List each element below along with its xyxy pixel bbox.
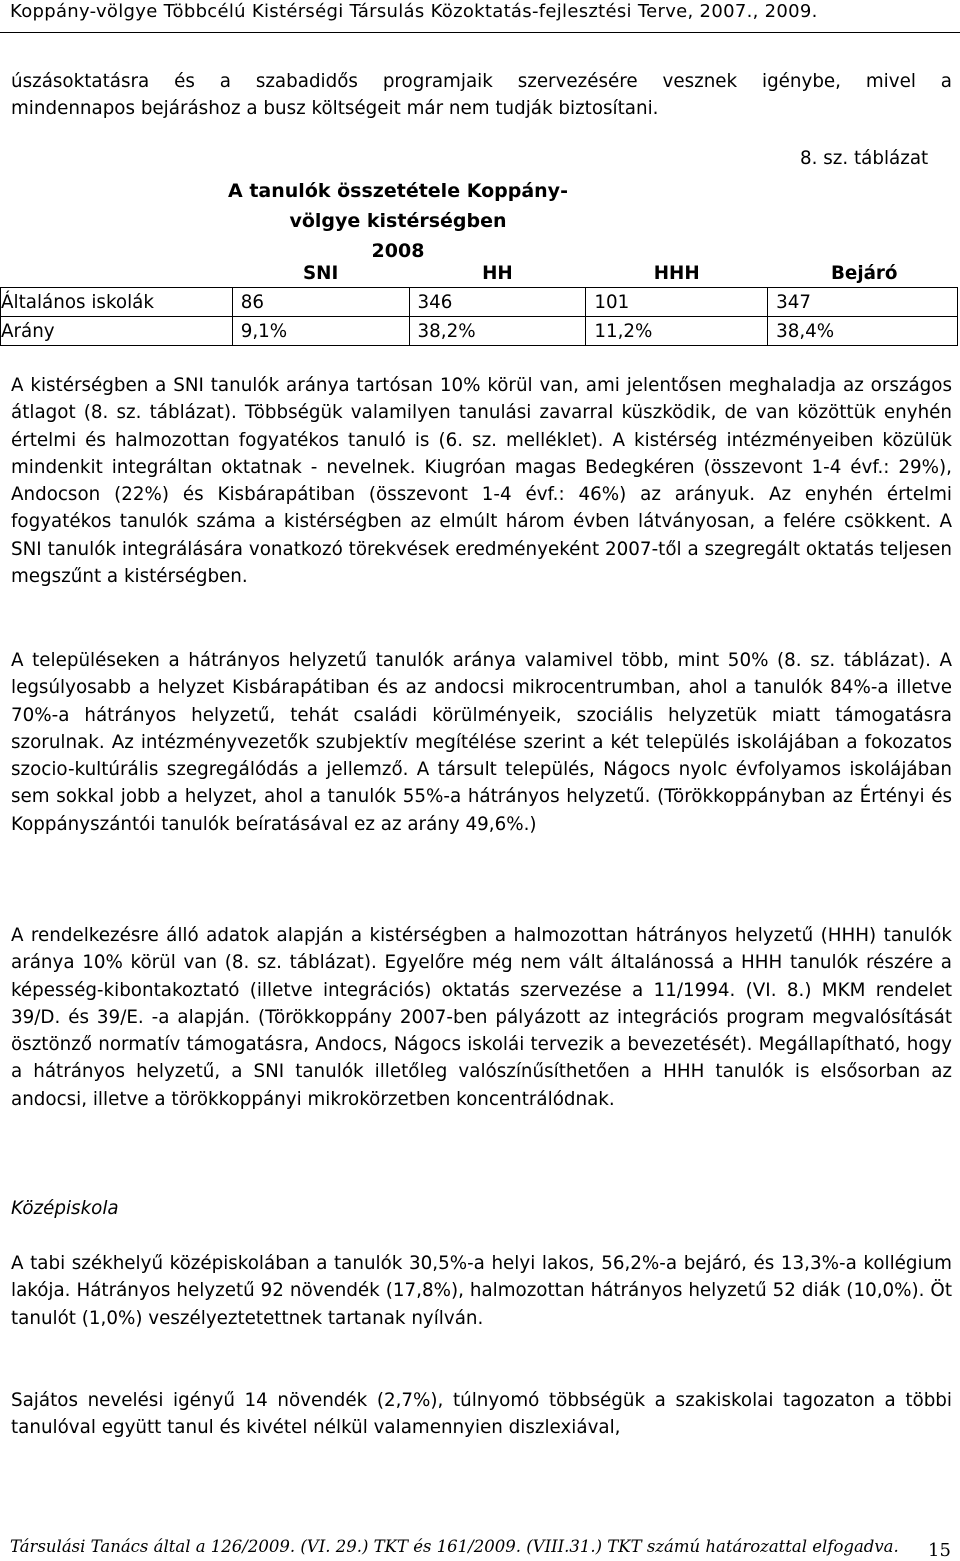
paragraph-hhh: A rendelkezésre álló adatok alapján a kistérségben a halmozottan hátrányos helyzetű (HHH) tanulók aránya 10% körül van (8. sz. táblázat). Egyelőre még nem vált általánossá a HHH tanulók részére a képesség-kibontakoztató (illetve integrációs) oktatás szervezése a 11/1994. (VI. 8.) MKM rendelet 39/D. és 39/E. -a alapján. (Törökkoppány 2007-ben pályázott az integrációs program megvalósítását ösztönző normatív támogatásra, Andocs, Nágocs iskolái tervezik a bevezetését). Megállapítható, hogy a hátrányos helyzetű, a SNI tanulók illetőleg valószínűsíthetően a HHH tanulók is elsősorban az andocsi, illetve a törökkoppányi mikrokörzetben koncentrálódnak. [11, 925, 952, 1110]
table-row [1, 288, 958, 317]
table-header-cell: SNI [232, 259, 409, 288]
table-title-line-1: A tanulók összetétele Koppány-völgye kistérségben [228, 180, 568, 232]
table-title [200, 176, 596, 266]
table-cell: Arány [1, 317, 233, 346]
table-cell: 38,4% [768, 317, 958, 346]
table-header-cell [1, 259, 233, 288]
page-header [0, 0, 960, 33]
table-cell: 347 [768, 288, 958, 317]
table-cell: Általános iskolák [1, 288, 233, 317]
table-number: 8. sz. táblázat [800, 148, 929, 169]
table-title-line-2: 2008 [371, 240, 425, 262]
intro-line-1: úszásoktatásra és a szabadidős programjaik szervezésére vesznek igénybe, mivel a [11, 71, 952, 92]
paragraph-sni: A kistérségben a SNI tanulók aránya tartósan 10% körül van, ami jelentősen meghaladja az országos átlagot (8. sz. táblázat). Többségük valamilyen tanulási zavarral küszködik, de van közöttük enyhén értelmi és halmozottan fogyatékos tanuló is (6. sz. melléklet). A kistérség intézményeiben közülük mindenkit integráltan oktatnak - nevelnek. Kiugróan magas Bedegkéren (összevont 1-4 évf.: 29%), Andocson (22%) és Kisbárapátiban (összevont 1-4 évf.: 46%) az arányuk. Az enyhén értelmi fogyatékos tanulók száma a kistérségben az elmúlt három évben látványosan, a felére csökkent. A SNI tanulók integrálására vonatkozó törekvések eredményeként 2007-től a szegregált oktatás teljesen megszűnt a kistérségben. [11, 375, 952, 588]
table-cell: 346 [409, 288, 586, 317]
intro-line-2: mindennapos bejáráshoz a busz költségeit már nem tudják biztosítani. [11, 98, 659, 120]
subheading-text: Középiskola [11, 1198, 119, 1219]
footer-text: Társulási Tanács által a 126/2009. (VI. 29.) TKT és 161/2009. (VIII.31.) TKT számú határozattal elfogadva. [10, 1537, 899, 1556]
table-cell: 101 [586, 288, 768, 317]
table-row [1, 317, 958, 346]
intro-paragraph [11, 68, 952, 123]
table-cell: 38,2% [409, 317, 586, 346]
table-cell: 11,2% [586, 317, 768, 346]
students-table [0, 259, 958, 346]
table-header-cell: HHH [586, 259, 768, 288]
paragraph-sni-kozepiskola: Sajátos nevelési igényű 14 növendék (2,7%), túlnyomó többségük a szakiskolai tagozaton a többi tanulóval együtt tanul és kivétel nélkül valamennyien diszlexiával, [11, 1390, 952, 1439]
table-header-cell: Bejáró [768, 259, 958, 288]
header-title: Koppány-völgye Többcélú Kistérségi Társulás Közoktatás-fejlesztési Terve, 2007., 2009. [10, 1, 818, 22]
table-header-cell: HH [409, 259, 586, 288]
table-cell: 9,1% [232, 317, 409, 346]
page-number: 15 [928, 1540, 951, 1561]
subheading-kozepiskola [11, 1195, 952, 1222]
paragraph-kozepiskola: A tabi székhelyű középiskolában a tanulók 30,5%-a helyi lakos, 56,2%-a bejáró, és 13,3%-a kollégium lakója. Hátrányos helyzetű 92 növendék (17,8%), halmozottan hátrányos helyzetű 52 diák (10,0%). Öt tanulót (1,0%) veszélyeztetettnek tartanak nyílván. [11, 1253, 952, 1329]
table-header-row [1, 259, 958, 288]
table-cell: 86 [232, 288, 409, 317]
paragraph-hh: A településeken a hátrányos helyzetű tanulók aránya valamivel több, mint 50% (8. sz. táblázat). A legsúlyosabb a helyzet Kisbárapátiban és az andocsi mikrocentrumban, ahol a tanulók 84%-a illetve 70%-a hátrányos helyzetű, tehát családi körülményeik, szociális helyzetük miatt támogatásra szorulnak. Az intézményvezetők szubjektív megítélése szerint a két település iskolájában a fokozatos szocio-kultúrális szegregálódás a jellemző. A társult település, Nágocs nyolc évfolyamos iskolájában sem sokkal jobb a helyzet, ahol a tanulók 55%-a hátrányos helyzetű. (Törökkoppányban az Értényi és Koppányszántói tanulók beíratásával ez az arány 49,6%.) [11, 650, 952, 835]
